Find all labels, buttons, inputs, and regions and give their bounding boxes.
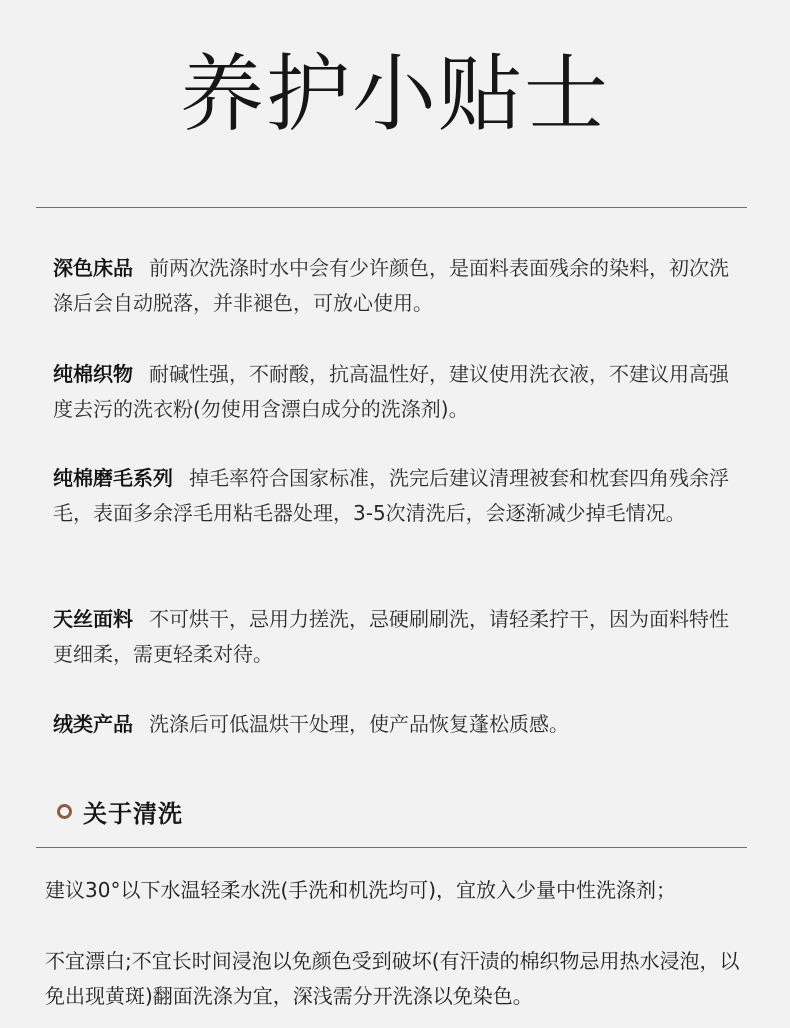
tip-text: 不可烘干，忌用力搓洗，忌硬刷刷洗，请轻柔拧干，因为面料特性更细柔，需更轻柔对待。 (53, 607, 729, 666)
circle-bullet-icon (57, 804, 72, 819)
tip-label: 绒类产品 (53, 712, 133, 736)
tip-text: 掉毛率符合国家标准，洗完后建议清理被套和枕套四角残余浮毛，表面多余浮毛用粘毛器处理，3-5次清洗后，会逐渐减少掉毛情况。 (53, 466, 729, 525)
washing-paragraph: 建议30°以下水温轻柔水洗(手洗和机洗均可)，宜放入少量中性洗涤剂； (45, 878, 677, 902)
washing-paragraph: 不宜漂白;不宜长时间浸泡以免颜色受到破坏(有汗渍的棉织物忌用热水浸泡，以免出现黄斑)翻面洗涤为宜，深浅需分开洗涤以免染色。 (45, 949, 740, 1008)
tip-label: 天丝面料 (53, 607, 133, 631)
tip-pure-cotton (53, 357, 743, 427)
washing-section-heading (57, 791, 183, 831)
tip-brushed-cotton (53, 461, 743, 531)
tip-text: 前两次洗涤时水中会有少许颜色，是面料表面残余的染料，初次洗涤后会自动脱落，并非褪色，可放心使用。 (53, 256, 729, 315)
title-divider (36, 207, 747, 208)
tip-text: 洗涤后可低温烘干处理，使产品恢复蓬松质感。 (149, 712, 569, 736)
section-divider (36, 847, 747, 848)
tip-label: 纯棉磨毛系列 (53, 466, 173, 490)
section-title: 关于清洗 (83, 799, 183, 828)
page-title: 养护小贴士 (179, 45, 610, 143)
tip-velvet (53, 707, 743, 742)
tip-text: 耐碱性强，不耐酸，抗高温性好，建议使用洗衣液，不建议用高强度去污的洗衣粉(勿使用含漂白成分的洗涤剂)。 (53, 362, 729, 421)
tip-label: 深色床品 (53, 256, 133, 280)
tip-tencel (53, 602, 743, 672)
tip-label: 纯棉织物 (53, 362, 133, 386)
tip-dark-bedding (53, 251, 743, 321)
